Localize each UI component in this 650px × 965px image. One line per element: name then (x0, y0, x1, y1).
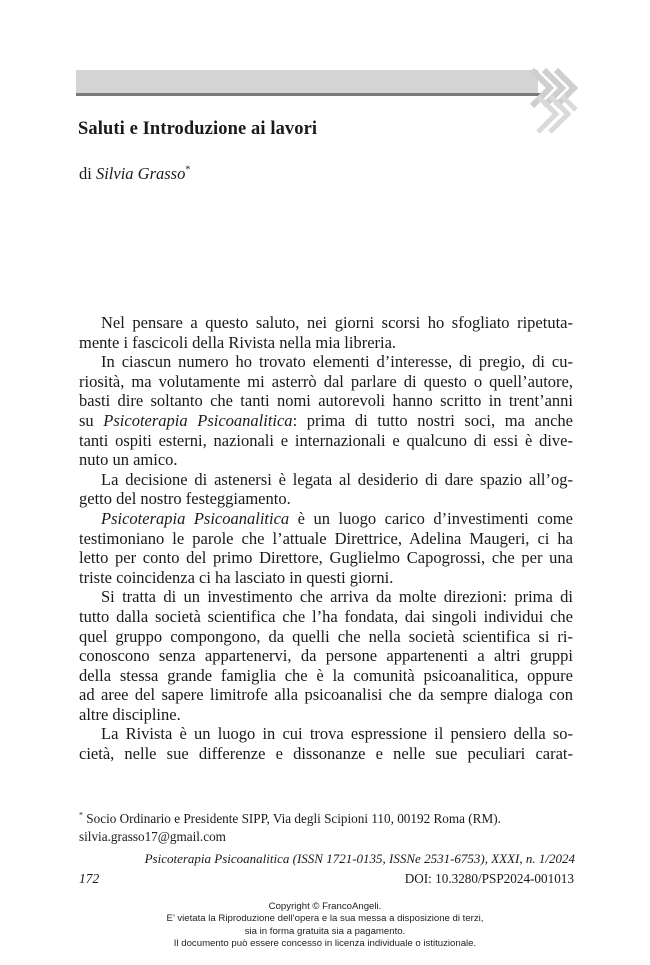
copyright-line: Copyright © FrancoAngeli. (268, 901, 382, 912)
body-line: tutto dalla società scientifica che l’ha fondata, dai singoli individui che (79, 606, 573, 626)
body-line: mente i fascicoli della Rivista nella mia libreria. (79, 332, 397, 352)
footnote (79, 810, 575, 846)
body-line: testimoniano le parole che l’attuale Direttrice, Adelina Maugeri, ci ha (79, 528, 573, 548)
byline-prefix: di (79, 164, 92, 183)
footnote-mark: * (79, 810, 83, 820)
body-line: nuto un amico. (79, 450, 178, 470)
body-line: cietà, nelle sue differenze e dissonanze e nelle sue peculiari carat- (79, 744, 573, 764)
body-line: Psicoterapia Psicoanalitica è un luogo carico d’investimenti come (101, 508, 573, 528)
body-line: La Rivista è un luogo in cui trova espressione il pensiero della so- (101, 724, 573, 744)
article-title: Saluti e Introduzione ai lavori (78, 119, 318, 139)
body-line: quel gruppo compongono, da quelli che nella società scientifica si ri- (79, 626, 573, 646)
body-paragraph (79, 470, 573, 509)
body-line: In ciascun numero ho trovato elementi d’interesse, di pregio, di cu- (101, 352, 573, 372)
copyright-line: Il documento può essere concesso in licenza individuale o istituzionale. (173, 938, 477, 950)
copyright-line: E’ vietata la Riproduzione dell’opera e la sua messa a disposizione di terzi, (166, 913, 484, 925)
journal-citation: Psicoterapia Psicoanalitica (ISSN 1721-0135, ISSNe 2531-6753), XXXI, n. 1/2024 (144, 851, 575, 866)
body-line: conoscono senza appartenervi, da persone appartenenti a altri gruppi (79, 646, 573, 666)
body-line: ad aree del sapere limitrofe alla psicoanalisi che da sempre dialoga con (79, 685, 573, 705)
body-line: su Psicoterapia Psicoanalitica: prima di tutto nostri soci, ma anche (79, 410, 573, 430)
body-paragraph (79, 509, 573, 587)
body-paragraph (79, 587, 573, 724)
author-name: Silvia Grasso (95, 164, 186, 183)
footnote-text: Socio Ordinario e Presidente SIPP, Via degli Scipioni 110, 00192 Roma (RM). (86, 811, 501, 826)
header-rule (76, 93, 542, 96)
body-line: altre discipline. (79, 704, 181, 724)
copyright-notice (0, 901, 650, 951)
page-number: 172 (79, 871, 100, 886)
body-line: Nel pensare a questo saluto, nei giorni scorsi ho sfogliato ripetuta- (101, 313, 573, 332)
footnote-text-line (79, 810, 575, 828)
body-line: La decisione di astenersi è legata al desiderio di dare spazio all’og- (101, 469, 573, 489)
footnote-email: silvia.grasso17@gmail.com (79, 829, 226, 844)
body-line: della stessa grande famiglia che è la comunità psicoanalitica, oppure (79, 665, 573, 685)
doi: DOI: 10.3280/PSP2024-001013 (404, 871, 574, 886)
triple-chevron-right-icon (528, 66, 578, 150)
body-paragraph (79, 313, 573, 352)
body-line: Si tratta di un investimento che arriva da molte direzioni: prima di (101, 587, 573, 607)
body-paragraph (79, 724, 573, 763)
body-line: triste coincidenza ci ha lasciato in questi giorni. (79, 567, 394, 587)
byline (79, 164, 190, 184)
body-line: tanti ospiti esterni, nazionali e internazionali e qualcuno di essi è dive- (79, 430, 573, 450)
body-line: riosità, ma volutamente mi asterrò dal parlare di questo o quell’autore, (79, 371, 573, 391)
body-paragraph (79, 352, 573, 470)
copyright-line: sia in forma gratuita sia a pagamento. (244, 925, 406, 937)
body-line: basti dire soltanto che tanti nomi autorevoli hanno scritto in trent’anni (79, 391, 573, 411)
body-line: letto per conto del primo Direttore, Guglielmo Capogrossi, che per una (79, 548, 573, 568)
body-line: getto del nostro festeggiamento. (79, 489, 291, 509)
header-band (76, 70, 538, 94)
article-body (79, 313, 573, 764)
author-footnote-mark: * (185, 164, 191, 176)
